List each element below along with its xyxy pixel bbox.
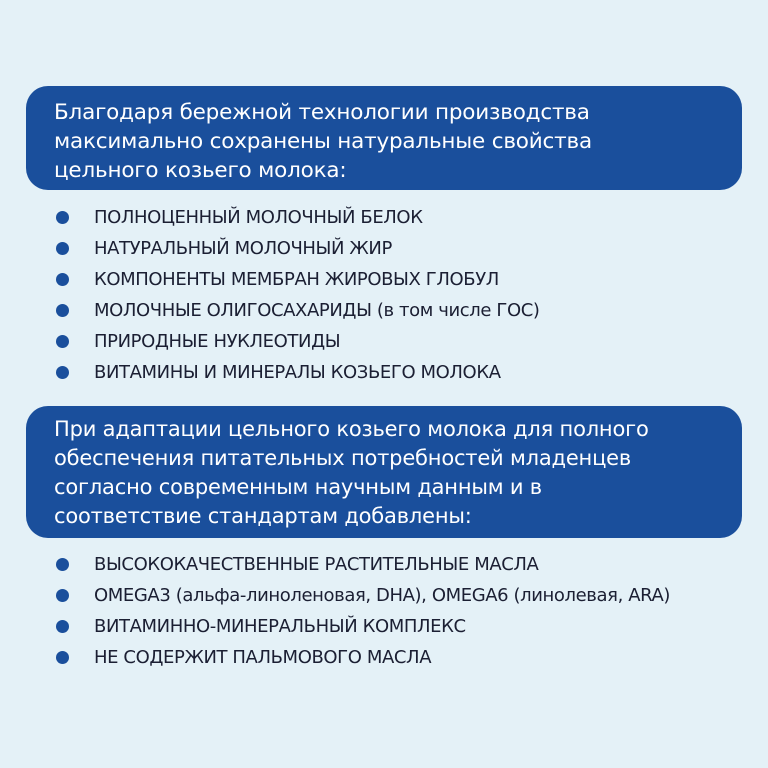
list-item <box>56 642 670 673</box>
intro-panel-1 <box>26 86 742 190</box>
bullet-icon <box>56 620 69 633</box>
bullet-icon <box>56 589 69 602</box>
panel-1-line-1: Благодаря бережной технологии производства <box>54 100 590 125</box>
list-item <box>56 202 540 233</box>
bullet-icon <box>56 651 69 664</box>
intro-panel-2 <box>26 406 742 538</box>
list-item <box>56 549 670 580</box>
bullet-icon <box>56 211 69 224</box>
list-item-text: НАТУРАЛЬНЫЙ МОЛОЧНЫЙ ЖИР <box>94 238 392 259</box>
bullet-icon <box>56 304 69 317</box>
panel-1-line-3: цельного козьего молока: <box>54 158 347 183</box>
bullet-icon <box>56 335 69 348</box>
panel-2-line-1: При адаптации цельного козьего молока для полного <box>54 417 649 441</box>
panel-1-line-2: максимально сохранены натуральные свойства <box>54 129 592 154</box>
panel-2-line-4: соответствие стандартам добавлены: <box>54 504 472 528</box>
bullet-icon <box>56 366 69 379</box>
list-item <box>56 357 540 388</box>
list-item <box>56 295 540 326</box>
list-item-text: КОМПОНЕНТЫ МЕМБРАН ЖИРОВЫХ ГЛОБУЛ <box>94 269 499 290</box>
list-item-text: ПОЛНОЦЕННЫЙ МОЛОЧНЫЙ БЕЛОК <box>94 207 423 228</box>
bullet-icon <box>56 242 69 255</box>
list-item-text: ВИТАМИНЫ И МИНЕРАЛЫ КОЗЬЕГО МОЛОКА <box>94 362 501 383</box>
list-item <box>56 264 540 295</box>
panel-2-line-2: обеспечения питательных потребностей младенцев <box>54 446 632 470</box>
list-item-text: ПРИРОДНЫЕ НУКЛЕОТИДЫ <box>94 331 341 352</box>
natural-properties-list <box>56 202 540 388</box>
list-item <box>56 326 540 357</box>
list-item-text: МОЛОЧНЫЕ ОЛИГОСАХАРИДЫ (в том числе ГОС) <box>94 300 540 321</box>
panel-2-line-3: согласно современным научным данным и в <box>54 475 542 499</box>
list-item-text: НЕ СОДЕРЖИТ ПАЛЬМОВОГО МАСЛА <box>94 647 432 668</box>
list-item <box>56 233 540 264</box>
list-item-text: OMEGA3 (альфа-линоленовая, DHA), OMEGA6 (линолевая, ARA) <box>94 585 671 606</box>
list-item-text: ВЫСОКОКАЧЕСТВЕННЫЕ РАСТИТЕЛЬНЫЕ МАСЛА <box>94 554 539 575</box>
list-item <box>56 580 670 611</box>
added-components-list <box>56 549 670 673</box>
list-item-text: ВИТАМИННО-МИНЕРАЛЬНЫЙ КОМПЛЕКС <box>94 616 466 637</box>
bullet-icon <box>56 558 69 571</box>
bullet-icon <box>56 273 69 286</box>
list-item <box>56 611 670 642</box>
